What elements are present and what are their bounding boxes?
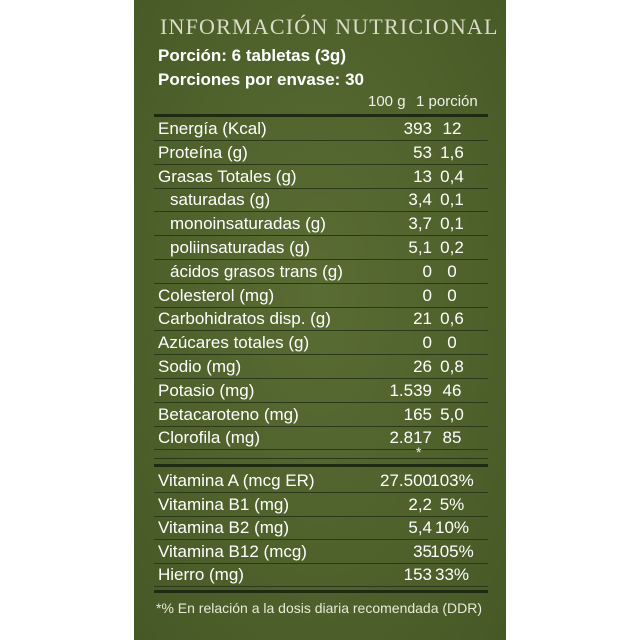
table-row <box>154 563 488 587</box>
vitamins-percent-marker: * <box>416 444 422 460</box>
table-row <box>154 493 488 517</box>
table-row <box>154 379 488 403</box>
row-divider <box>154 586 488 587</box>
nutrient-name: poliinsaturadas (g) <box>170 238 310 257</box>
nutrient-name: Carbohidratos disp. (g) <box>158 309 331 329</box>
nutrient-name: Clorofila (mg) <box>158 428 261 448</box>
table-row <box>154 165 488 189</box>
value-per-100g: 0 <box>422 261 432 281</box>
nutrient-name: ácidos grasos trans (g) <box>170 261 343 281</box>
nutrient-name: Vitamina B1 (mg) <box>158 494 290 514</box>
value-per-100g: 13 <box>413 166 432 186</box>
table-row <box>154 141 488 165</box>
row-divider <box>154 449 488 450</box>
value-per-serving: 12 <box>442 119 462 138</box>
table-row <box>154 516 488 540</box>
value-per-100g: 27.500 <box>380 471 432 490</box>
table-row <box>154 188 488 212</box>
value-per-serving: 0 <box>447 261 457 281</box>
value-per-100g: 0 <box>422 333 432 353</box>
value-per-100g: 5,4 <box>408 518 432 538</box>
value-per-100g: 21 <box>413 309 432 329</box>
table-row <box>154 236 488 260</box>
nutrient-name: Vitamina B12 (mcg) <box>158 541 307 561</box>
value-per-serving: 105% <box>430 541 474 561</box>
label-title: INFORMACIÓN NUTRICIONAL <box>160 14 499 39</box>
column-header-serving: 1 porción <box>416 93 478 110</box>
nutrient-name: Energía (Kcal) <box>158 119 267 138</box>
value-per-serving: 0,1 <box>440 190 464 210</box>
nutrient-name: Colesterol (mg) <box>158 285 275 305</box>
value-per-100g: 2.817 <box>389 428 432 448</box>
value-per-100g: 35 <box>413 541 432 561</box>
value-per-100g: 3,7 <box>408 214 432 234</box>
nutrient-name: Proteína (g) <box>158 142 248 162</box>
table-row <box>154 403 488 427</box>
value-per-serving: 0,1 <box>440 214 464 234</box>
nutrition-label <box>134 0 506 640</box>
vitamins-divider-top <box>154 458 488 459</box>
footnote: *% En relación a la dosis diaria recomendada (DDR) <box>156 600 483 616</box>
value-per-100g: 53 <box>413 142 432 162</box>
value-per-serving: 0,8 <box>440 357 464 376</box>
value-per-100g: 2,2 <box>408 494 432 514</box>
servings-per-container: Porciones por envase: 30 <box>158 70 364 89</box>
value-per-serving: 5,0 <box>440 404 464 424</box>
table-row <box>154 331 488 355</box>
value-per-serving: 0,6 <box>440 309 464 329</box>
nutrient-name: monoinsaturadas (g) <box>170 214 326 234</box>
value-per-100g: 26 <box>413 357 432 376</box>
value-per-serving: 0 <box>447 285 457 305</box>
value-per-serving: 103% <box>430 471 474 490</box>
value-per-100g: 1.539 <box>389 380 432 400</box>
nutrient-name: Betacaroteno (mg) <box>158 404 299 424</box>
value-per-serving: 0,2 <box>440 238 464 257</box>
table-row <box>154 117 488 141</box>
value-per-100g: 153 <box>403 565 432 585</box>
table-row <box>154 540 488 564</box>
value-per-serving: 85 <box>442 428 462 448</box>
value-per-100g: 0 <box>422 285 432 305</box>
vitamins-divider <box>154 464 488 467</box>
value-per-serving: 0,4 <box>440 166 464 186</box>
nutrient-name: saturadas (g) <box>170 190 271 210</box>
value-per-100g: 5,1 <box>408 238 432 257</box>
nutrient-name: Grasas Totales (g) <box>158 166 297 186</box>
table-row <box>154 260 488 284</box>
value-per-100g: 393 <box>403 119 432 138</box>
nutrient-name: Potasio (mg) <box>158 380 255 400</box>
nutrient-name: Vitamina B2 (mg) <box>158 518 290 538</box>
value-per-serving: 0 <box>447 333 457 353</box>
table-row <box>154 355 488 379</box>
value-per-100g: 165 <box>403 404 432 424</box>
nutrient-name: Vitamina A (mcg ER) <box>158 471 315 490</box>
serving-size: Porción: 6 tabletas (3g) <box>158 46 346 65</box>
nutrient-name: Sodio (mg) <box>158 357 242 376</box>
value-per-serving: 33% <box>434 565 470 585</box>
value-per-serving: 10% <box>434 518 470 538</box>
value-per-100g: 3,4 <box>408 190 432 210</box>
value-per-serving: 46 <box>442 380 462 400</box>
nutrient-name: Azúcares totales (g) <box>158 333 310 353</box>
table-row <box>154 469 488 493</box>
table-row <box>154 426 488 450</box>
value-per-serving: 1,6 <box>440 142 464 162</box>
table-row <box>154 212 488 236</box>
value-per-serving: 5% <box>439 494 465 514</box>
nutrient-name: Hierro (mg) <box>158 565 244 585</box>
table-row <box>154 307 488 331</box>
footer-divider <box>154 590 488 593</box>
table-row <box>154 284 488 308</box>
column-header-100g: 100 g <box>368 93 406 110</box>
